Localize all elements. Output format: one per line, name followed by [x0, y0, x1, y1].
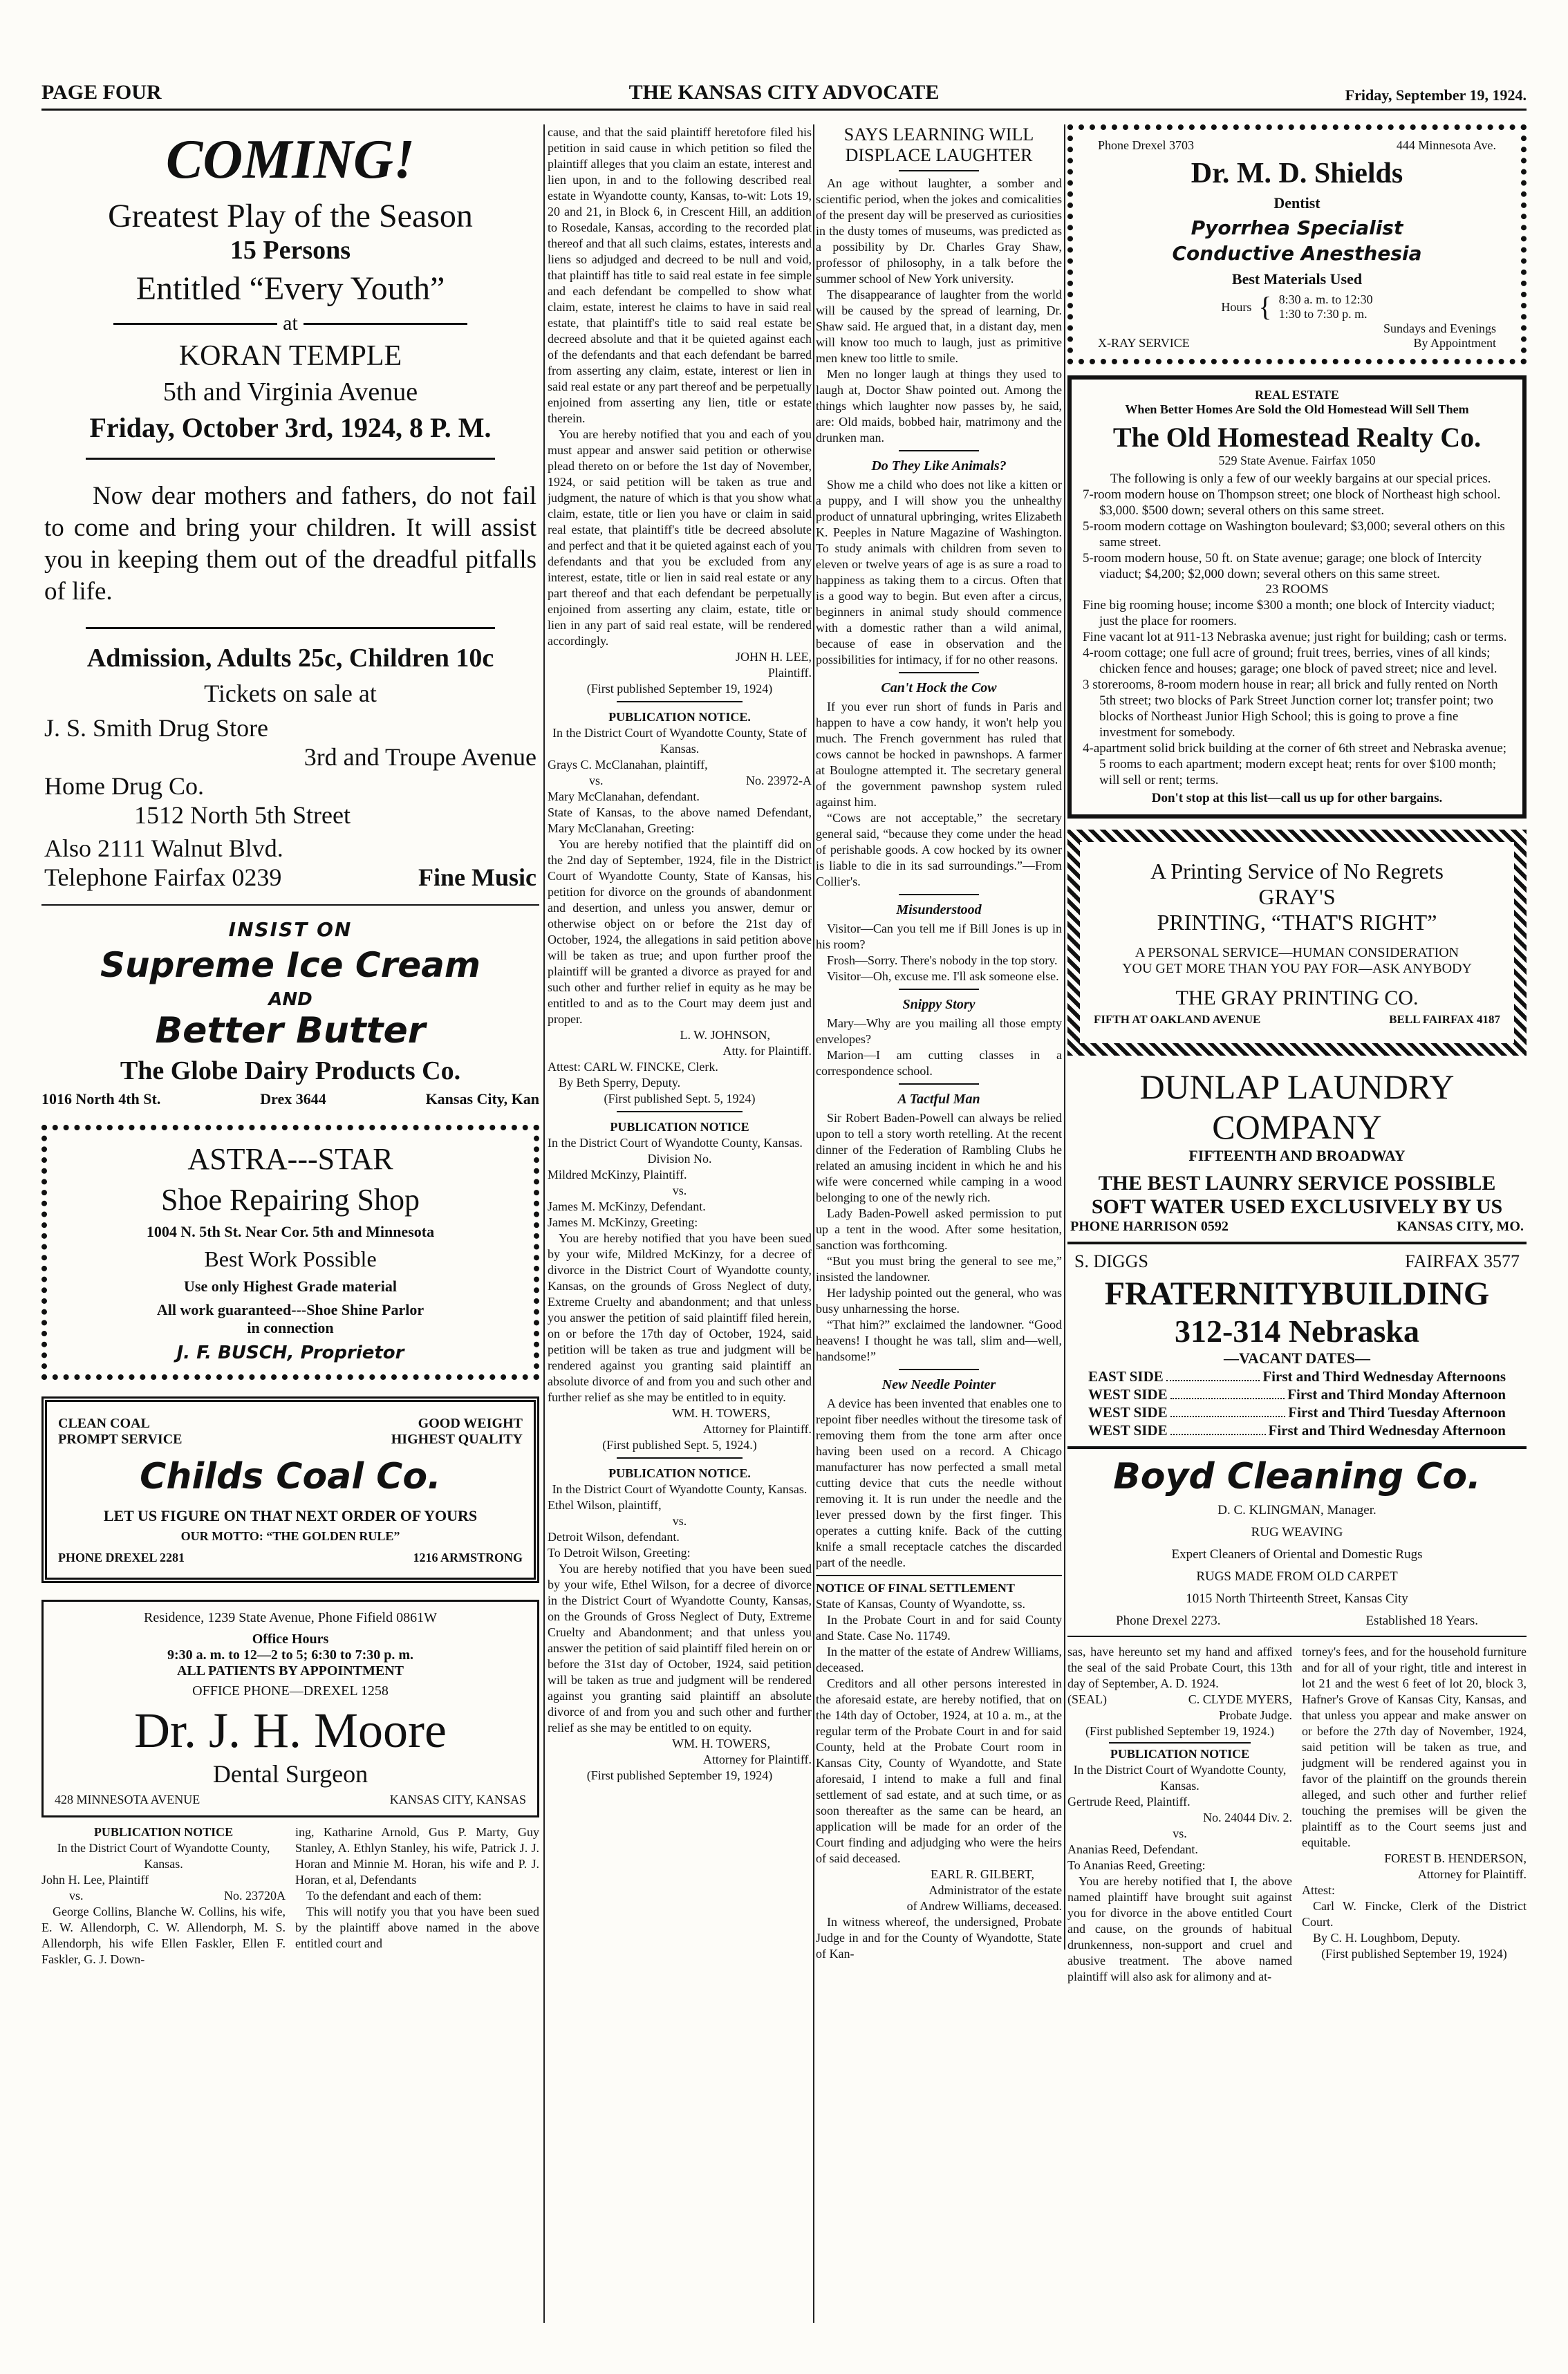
- dunlap-laundry-ad: [1067, 1067, 1527, 1235]
- astra-l4: in connection: [247, 1319, 334, 1336]
- globe-l5: The Globe Dairy Products Co.: [120, 1056, 461, 1085]
- mckinzy-court: In the District Court of Wyandotte County, Kansas.: [548, 1136, 803, 1150]
- moore-appt: ALL PATIENTS BY APPOINTMENT: [176, 1663, 404, 1679]
- cow-p1: If you ever run short of funds in Paris and happen to have a cow handy, it won't help you much. The French government has ruled that cows cannot be hocked in pawnshops. A farmer at Boulogne attempted it. The secretary general of the government pawnshop system ruled against him.: [816, 700, 1062, 809]
- moore-res: Residence, 1239 State Avenue, Phone Fifield 0861W: [144, 1610, 437, 1625]
- animals-p1: Show me a child who does not like a kitten or a puppy, and I will show you the unhealthy product of unnatural upbringing, writes Elizabeth K. Peeples in Nature Magazine of Washington. To study animals with children from seven to eleven or twelve years of age is as sure a road to happiness as taking them to a circus. Often that is a good way to begin. But even after a circus, beginners in animal study should commence with a domestic rather than a wild animal, because of ease in observation and the possibilities for intimacy, if for no other reasons.: [816, 478, 1062, 666]
- reed-body: You are hereby notified that I, the above named plaintiff have brought suit against you for divorce in the above entitled Court and cause, on the grounds of habitual drunkenness, non-support and cruel and abusive treatment. The above named plaintiff will also ask for alimony and at-: [1067, 1874, 1292, 1983]
- old-homestead-realty-ad: [1067, 375, 1527, 819]
- laughter-p3: Men no longer laugh at things they used to laugh at, Doctor Shaw pointed out. Among the things which laughter now passes by, he said, are: Old maids, bobbed hair, matrimony and the drunken man.: [816, 367, 1062, 445]
- laughter-p1: An age without laughter, a somber and scientific period, when the jokes and comicalities of the present day will be preserved as curiosities in the dusty tomes of museums, was predicted as a possibility by Dr. Charles Gray Shaw, professor of philosophy, in a talk before the summer school of New York university.: [816, 176, 1062, 286]
- settlement-role1: Administrator of the estate: [928, 1883, 1062, 1897]
- shields-spec2: Conductive Anesthesia: [1172, 242, 1422, 265]
- homestead-item: 4-room cottage; one full acre of ground; fruit trees, berries, vines of all kinds; chicken fence and houses; garage; one block of paved street; nice and level.: [1083, 646, 1497, 676]
- homestead-item: 3 storerooms, 8-room modern house in rear; all brick and fully rented on North 5th street; two blocks of Park Street Junction corner lot; transfer point; two blocks of Northeast Junior High School; this is going to prove a fine investment for somebody.: [1083, 677, 1498, 740]
- coming-address: 5th and Virginia Avenue: [162, 377, 418, 406]
- reed-plaintiff: Gertrude Reed, Plaintiff.: [1067, 1795, 1191, 1808]
- wilson-plaintiff: Ethel Wilson, plaintiff,: [548, 1498, 662, 1512]
- frat-vacant: —VACANT DATES—: [1223, 1349, 1371, 1367]
- moore-addr: 428 MINNESOTA AVENUE: [55, 1793, 200, 1806]
- dunlap-l3: FIFTEENTH AND BROADWAY: [1188, 1147, 1406, 1164]
- dunlap-l5: SOFT WATER USED EXCLUSIVELY BY US: [1091, 1195, 1503, 1218]
- reed-vs: vs.: [1173, 1826, 1187, 1840]
- dunlap-l2: COMPANY: [1212, 1107, 1382, 1146]
- mckinzy-head: PUBLICATION NOTICE: [610, 1120, 749, 1134]
- coming-store1-addr: 3rd and Troupe Avenue: [304, 743, 536, 771]
- tactful-p4: Her ladyship pointed out the general, who was busy unharnessing the horse.: [816, 1286, 1062, 1316]
- mcclanahan-body: You are hereby notified that the plaintiff did on the 2nd day of September, 1924, file in the District Court of Wyandotte County, State of Kansas, his petition for divorce on the grounds of abandonment and desertion, and unless you answer, demur or otherwise object on or before the 21st day of October, 1924, the allegations in said petition above will be taken as true; and upon further proof the plaintiff will be granted a divorce as prayed for and such other and further relief in equity as he may be entitled to and as to the Court may deem just and proper.: [548, 837, 812, 1026]
- boyd-rugs: RUGS MADE FROM OLD CARPET: [1196, 1569, 1398, 1584]
- column-rule: [1064, 124, 1065, 1950]
- boyd-est: Established 18 Years.: [1365, 1614, 1478, 1628]
- boyd-phone: Phone Drexel 2273.: [1116, 1614, 1221, 1628]
- boyd-name: Boyd Cleaning Co.: [1113, 1456, 1481, 1497]
- wilson-greet: To Detroit Wilson, Greeting:: [548, 1546, 691, 1560]
- mcclanahan-role: Atty. for Plaintiff.: [722, 1044, 812, 1058]
- globe-dairy-ad: [41, 918, 539, 1108]
- column-1: [41, 124, 539, 1968]
- collins-publication-notice: [41, 1824, 539, 1968]
- globe-l1: INSIST ON: [228, 918, 353, 941]
- mckinzy-vs: vs.: [672, 1184, 687, 1197]
- wilson-court: In the District Court of Wyandotte County, Kansas.: [552, 1482, 808, 1496]
- misunderstood-headline: Misunderstood: [896, 902, 982, 917]
- settlement-head: NOTICE OF FINAL SETTLEMENT: [816, 1581, 1015, 1595]
- shields-appt: By Appointment: [1413, 336, 1496, 350]
- settlement-sign: EARL R. GILBERT,: [931, 1867, 1034, 1881]
- lee-sign: JOHN H. LEE,: [736, 650, 812, 664]
- mckinzy-body: You are hereby notified that you have been sued by your wife, Mildred McKinzy, for a decree of divorce in the District Court of Wyandotte county, Kansas, on the grounds of Gross Neglect of duty, Extreme Cruelty and abandonment; and that unless you answer the petition of said plaintiff filed herein, on or before the 17th day of October, 1924, said petition will be taken as true and judgment will be rendered against you granting said plaintiff an absolute divorce of and from you and such other and further relief as she may be entitled to in equity.: [548, 1231, 812, 1404]
- astra-prop: J. F. BUSCH, Proprietor: [176, 1343, 404, 1363]
- frat-row-side: WEST SIDE: [1088, 1422, 1168, 1439]
- collins-vs: vs.: [69, 1889, 84, 1903]
- settlement-state: State of Kansas, County of Wyandotte, ss.: [816, 1597, 1026, 1611]
- globe-phone: Drex 3644: [260, 1090, 326, 1107]
- settlement-cont: sas, have hereunto set my hand and affixed the seal of the said Probate Court, this 13th day of September, A. D. 1924.: [1067, 1645, 1292, 1690]
- snippy-p1: Mary—Why are you mailing all those empty envelopes?: [816, 1016, 1062, 1046]
- coming-also: Also 2111 Walnut Blvd.: [44, 834, 283, 862]
- lee-pub: (First published September 19, 1924): [586, 682, 773, 695]
- mckinzy-greet: James M. McKinzy, Greeting:: [548, 1215, 698, 1229]
- homestead-item: Fine big rooming house; income $300 a month; one block of Intercity viaduct; just the place for roomers.: [1083, 598, 1495, 628]
- collins-defendants-a: George Collins, Blanche W. Collins, his wife, E. W. Allendorph, C. W. Allendorph, M. S. Allendorph, his wife Ellen Faskler, Ellen F. Faskler, G. J. Down-: [41, 1905, 286, 1966]
- shields-xray: X-RAY SERVICE: [1098, 336, 1190, 350]
- gray-addr: FIFTH AT OAKLAND AVENUE: [1094, 1013, 1261, 1026]
- astra-l3: All work guaranteed---Shoe Shine Parlor: [156, 1301, 424, 1318]
- settlement-witness: In witness whereof, the undersigned, Probate Judge in and for the County of Wyandotte, State of Kan-: [816, 1915, 1062, 1961]
- masthead: [41, 76, 1527, 111]
- boyd-addr: 1015 North Thirteenth Street, Kansas City: [1186, 1591, 1408, 1606]
- childs-motto: OUR MOTTO: “THE GOLDEN RULE”: [180, 1529, 400, 1543]
- settlement-court: In the Probate Court in and for said County and State. Case No. 11749.: [816, 1613, 1062, 1643]
- moore-hours: 9:30 a. m. to 12—2 to 5; 6:30 to 7:30 p. m.: [167, 1647, 414, 1663]
- globe-l3: AND: [268, 989, 312, 1010]
- column-3: [816, 124, 1062, 1962]
- reed-cont: torney's fees, and for the household furniture and for all of your right, title and interest in lot 21 and the west 6 feet of lot 20, block 3, Hafner's Grove of Kansas City, Kansas, and that unless you appear and make answer on or before the 27th day of November, 1924, said petition will be taken as true, and judgment will be rendered against you in favor of the plaintiff on the grounds therein alleged, and such other and further relief touching the premises will be given the plaintiff as to the Court seems just and equitable.: [1302, 1645, 1527, 1849]
- reed-continued: [1302, 1644, 1527, 1985]
- homestead-name: The Old Homestead Realty Co.: [1112, 422, 1482, 453]
- shields-materials: Best Materials Used: [1231, 270, 1363, 288]
- wilson-def: Detroit Wilson, defendant.: [548, 1530, 680, 1544]
- mckinzy-pub: (First published Sept. 5, 1924.): [602, 1438, 757, 1452]
- reed-clerk: Carl W. Fincke, Clerk of the District Court.: [1302, 1899, 1527, 1929]
- coming-play-ad: [41, 129, 539, 892]
- frat-row: [1088, 1367, 1506, 1385]
- homestead-item: 5-room modern cottage on Washington boulevard; $3,000; several others on this same street.: [1083, 519, 1505, 550]
- wilson-sign: WM. H. TOWERS,: [672, 1737, 770, 1750]
- tactful-p2: Lady Baden-Powell asked permission to put up a tent in the wood. After some hesitation, sanction was forthcoming.: [816, 1206, 1062, 1252]
- coming-when: Friday, October 3rd, 1924, 8 P. M.: [89, 412, 492, 443]
- shields-phone: Phone Drexel 3703: [1098, 138, 1194, 152]
- reed-head: PUBLICATION NOTICE: [1110, 1747, 1250, 1761]
- mckinzy-div: Division No.: [647, 1152, 712, 1166]
- coming-store2: Home Drug Co.: [44, 772, 204, 800]
- homestead-item: 7-room modern house on Thompson street; one block of Northeast high school. $3,000. $500 down; several others on this same street.: [1083, 487, 1501, 518]
- column-rule: [813, 124, 814, 2323]
- reed-pub: (First published September 19, 1924): [1321, 1947, 1507, 1961]
- childs-mr: HIGHEST QUALITY: [391, 1432, 523, 1447]
- shields-title: Dentist: [1273, 194, 1320, 212]
- frat-addr: 312-314 Nebraska: [1175, 1314, 1419, 1349]
- mcclanahan-deputy: By Beth Sperry, Deputy.: [559, 1076, 681, 1090]
- homestead-re: REAL ESTATE: [1255, 388, 1339, 402]
- snippy-p2: Marion—I am cutting classes in a correspondence school.: [816, 1048, 1062, 1078]
- issue-date: Friday, September 19, 1924.: [1345, 86, 1527, 104]
- collins-head: PUBLICATION NOTICE: [93, 1825, 234, 1839]
- gray-name: THE GRAY PRINTING CO.: [1175, 987, 1419, 1009]
- frat-row-when: First and Third Wednesday Afternoons: [1262, 1368, 1506, 1385]
- coming-line1: Greatest Play of the Season: [108, 198, 473, 234]
- laughter-p2: The disappearance of laughter from the world will be caused by the spread of learning, Dr. Shaw said. He argued that, in a distant day, men will know too much to laugh, just as primitive men knew too little to smile.: [816, 288, 1062, 365]
- gray-l2: GRAY'S: [1258, 884, 1336, 909]
- gray-l1: A Printing Service of No Regrets: [1150, 859, 1444, 884]
- coming-store1: J. S. Smith Drug Store: [44, 714, 269, 742]
- collins-court: In the District Court of Wyandotte County, Kansas.: [57, 1841, 270, 1871]
- moore-title: Dental Surgeon: [212, 1760, 368, 1788]
- wilson-vs: vs.: [672, 1514, 687, 1528]
- gray-printing-ad: [1067, 830, 1527, 1056]
- wilson-head: PUBLICATION NOTICE.: [608, 1466, 751, 1480]
- settlement-continued: [1067, 1644, 1292, 1985]
- gray-l5: YOU GET MORE THAN YOU PAY FOR—ASK ANYBODY: [1122, 961, 1472, 976]
- homestead-item: 4-apartment solid brick building at the corner of 6th street and Nebraska avenue; 5 rooms to each apartment; modern except heat; rents for over $100 month; will sell or rent; terms.: [1083, 741, 1507, 787]
- reed-greet: To Ananias Reed, Greeting:: [1067, 1858, 1206, 1872]
- mcclanahan-vs: vs.: [589, 774, 604, 787]
- misunderstood-p2: Frosh—Sorry. There's nobody in the top story.: [827, 953, 1058, 967]
- column-4: [1067, 124, 1527, 1985]
- frat-tr: FAIRFAX 3577: [1405, 1251, 1520, 1271]
- boyd-expert: Expert Cleaners of Oriental and Domestic Rugs: [1171, 1547, 1423, 1562]
- shields-spec1: Pyorrhea Specialist: [1191, 216, 1403, 239]
- misunderstood-p1: Visitor—Can you tell me if Bill Jones is up in his room?: [816, 922, 1062, 951]
- collins-plaintiff: John H. Lee, Plaintiff: [41, 1873, 149, 1887]
- wilson-pub: (First published September 19, 1924): [586, 1768, 773, 1782]
- boyd-mgr: D. C. KLINGMAN, Manager.: [1217, 1503, 1376, 1517]
- needle-headline: New Needle Pointer: [881, 1377, 996, 1392]
- moore-phone: OFFICE PHONE—DREXEL 1258: [192, 1683, 389, 1699]
- childs-tl: CLEAN COAL: [58, 1416, 150, 1431]
- dr-moore-ad: [41, 1600, 539, 1817]
- settlement-seal: (SEAL): [1067, 1692, 1107, 1706]
- moore-city: KANSAS CITY, KANSAS: [389, 1793, 526, 1806]
- coming-at: at: [283, 312, 298, 335]
- gray-l4: A PERSONAL SERVICE—HUMAN CONSIDERATION: [1135, 945, 1459, 960]
- shields-name: Dr. M. D. Shields: [1191, 158, 1403, 189]
- astra-type: Shoe Repairing Shop: [161, 1183, 420, 1217]
- coming-line2: 15 Persons: [230, 236, 351, 265]
- lee-body: cause, and that the said plaintiff heretofore filed his petition in said cause in which petition so filed the plaintiff alleges that you claim an estate, interest and lien upon, in and to the following described real estate in Wyandotte county, Kansas, to-wit: Lots 19, 20 and 21, in Block 6, in Crescent Hill, an addition to Rosedale, Kansas, according to the recorded plat thereof and that all such claims, estates, interests and liens so adjudged and decreed to be null and void, that plaintiff has title to said real estate in fee simple and each defendant be compelled to show what claim, estate, interest he claims to have in said real estate, that plaintiff's title to said real estate be decreed absolute and that it be quieted against each of the defendants and that each defendant be barred from asserting any claim, estate, interest or lien in said real estate or any part thereof and be perpetually enjoined from asserting any lien, title or estate therein.: [548, 125, 812, 425]
- mckinzy-plaintiff: Mildred McKinzy, Plaintiff.: [548, 1168, 687, 1181]
- coming-line3: Entitled “Every Youth”: [136, 270, 445, 307]
- childs-phone: PHONE DREXEL 2281: [58, 1551, 185, 1564]
- childs-name: Childs Coal Co.: [140, 1456, 441, 1497]
- mcclanahan-sign: L. W. JOHNSON,: [680, 1028, 770, 1042]
- frat-vacant-dates: [1074, 1367, 1520, 1439]
- cow-headline: Can't Hock the Cow: [881, 680, 997, 695]
- childs-ml: PROMPT SERVICE: [58, 1432, 183, 1447]
- homestead-stop: Don't stop at this list—call us up for other bargains.: [1151, 791, 1443, 805]
- cow-p2: “Cows are not acceptable,” the secretary general said, “because they come under the head of perishable goods. A cow hocked by its owner is liable to die in its sad surroundings.”—From Collier's.: [816, 811, 1062, 888]
- collins-body: This will notify you that you have been sued by the plaintiff above named in the above entitled court and: [295, 1905, 539, 1950]
- shields-hours2: 1:30 to 7:30 p. m.: [1278, 307, 1368, 321]
- astra-addr: 1004 N. 5th St. Near Cor. 5th and Minnesota: [146, 1223, 435, 1240]
- tactful-headline: A Tactful Man: [897, 1092, 980, 1107]
- settlement-pub: (First published September 19, 1924.): [1085, 1724, 1274, 1738]
- frat-row: [1088, 1385, 1506, 1403]
- newspaper-page: [41, 55, 1527, 2333]
- astra-name: ASTRA---STAR: [187, 1142, 393, 1176]
- coming-phone: Telephone Fairfax 0239: [44, 863, 282, 891]
- wilson-role: Attorney for Plaintiff.: [702, 1753, 812, 1766]
- childs-tr: GOOD WEIGHT: [418, 1416, 523, 1431]
- settlement-body: Creditors and all other persons interested in the aforesaid estate, are hereby notified, that on the 14th day of October, 1924, at 10 a. m., at the regular term of the Probate Court in and for said County, held at the Probate Court room in Kansas City, County of Wyandotte, and State aforesaid, I intend to make a full and final settlement of sad estate, and at such time, or as soon thereafter as the same can be heard, an application will be made for an order of the Court finding and adjudging who were the heirs of said deceased.: [816, 1676, 1062, 1865]
- reed-no: No. 24044 Div. 2.: [1203, 1811, 1292, 1824]
- globe-l2: Supreme Ice Cream: [100, 945, 481, 985]
- frat-row-when: First and Third Tuesday Afternoon: [1288, 1404, 1506, 1421]
- page-number: PAGE FOUR: [41, 81, 162, 104]
- column-rule: [543, 124, 545, 2323]
- globe-city: Kansas City, Kan: [425, 1090, 539, 1107]
- dunlap-l4: THE BEST LAUNRY SERVICE POSSIBLE: [1098, 1172, 1496, 1195]
- astra-l1: Best Work Possible: [204, 1246, 377, 1271]
- coming-music: Fine Music: [418, 863, 536, 891]
- reed-deputy: By C. H. Loughbom, Deputy.: [1313, 1931, 1460, 1945]
- gray-phone: BELL FAIRFAX 4187: [1389, 1013, 1500, 1026]
- coming-store2-addr: 1512 North 5th Street: [134, 801, 351, 829]
- settlement-role2: of Andrew Williams, deceased.: [906, 1899, 1062, 1913]
- fraternity-building-ad: [1067, 1251, 1527, 1439]
- frat-row: [1088, 1403, 1506, 1421]
- shields-addr: 444 Minnesota Ave.: [1396, 138, 1496, 152]
- dr-shields-ad: Phone Drexel 3703 444 Minnesota Ave. Dr. M. D. Shields Dentist Pyorrhea Specialist Conductive Anesthesia Best Materials Used Hours { 8:30 a. m. to 12:30 1:30 to 7:30 p. m. Sundays and Evenings X-RAY SERVICE By Appointment: [1067, 124, 1527, 364]
- wilson-body: You are hereby notified that you have been sued by your wife, Ethel Wilson, for a decree of divorce in the District Court of Wyandotte County, Kansas, on the Grounds of Gross Neglect of Duty, Extreme Cruelty and Abandonment; and that unless you answer the petition of said plaintiff filed herein on or before the 31st day of October, 1924, said petition will be taken as true and judgment will be rendered against you granting said plaintiff an absolute divorce of and from you and such other and further relief as she may be entitled to on equity.: [548, 1562, 812, 1735]
- boyd-rug: RUG WEAVING: [1251, 1525, 1343, 1540]
- globe-addr: 1016 North 4th St.: [41, 1090, 161, 1107]
- mcclanahan-no: No. 23972-A: [746, 774, 812, 787]
- dunlap-phone: PHONE HARRISON 0592: [1070, 1219, 1229, 1234]
- gray-l3: PRINTING, “THAT'S RIGHT”: [1157, 910, 1437, 935]
- frat-row-when: First and Third Wednesday Afternoon: [1268, 1422, 1506, 1439]
- tactful-p1: Sir Robert Baden-Powell can always be relied upon to tell a story worth retelling. At the recent dinner of the Federation of Rambling Clubs he related an amusing incident in which he and his wife were concerned while camping in a wood belonging to one of the newly rich.: [816, 1111, 1062, 1204]
- astra-star-ad: [41, 1125, 539, 1380]
- mcclanahan-pub: (First published Sept. 5, 1924): [604, 1092, 756, 1105]
- reed-court: In the District Court of Wyandotte County, Kansas.: [1073, 1763, 1287, 1793]
- mckinzy-role: Attorney for Plaintiff.: [702, 1422, 812, 1436]
- shields-hours-label: Hours: [1221, 299, 1252, 314]
- coming-admission: Admission, Adults 25c, Children 10c: [86, 644, 494, 673]
- mckinzy-def: James M. McKinzy, Defendant.: [548, 1199, 706, 1213]
- homestead-tag: When Better Homes Are Sold the Old Homestead Will Sell Them: [1125, 402, 1469, 416]
- lee-role: Plaintiff.: [767, 666, 812, 680]
- dunlap-l1: DUNLAP LAUNDRY: [1139, 1067, 1455, 1106]
- laughter-headline: SAYS LEARNING WILL DISPLACE LAUGHTER: [843, 124, 1034, 165]
- shields-hours1: 8:30 a. m. to 12:30: [1278, 292, 1373, 306]
- reed-sign: FOREST B. HENDERSON,: [1384, 1851, 1527, 1865]
- reed-def: Ananias Reed, Defendant.: [1067, 1842, 1198, 1856]
- frat-row-when: First and Third Monday Afternoon: [1287, 1386, 1506, 1403]
- mcclanahan-head: PUBLICATION NOTICE.: [608, 710, 751, 724]
- moore-name: Dr. J. H. Moore: [134, 1703, 447, 1758]
- snippy-headline: Snippy Story: [902, 997, 976, 1012]
- frat-row-side: EAST SIDE: [1088, 1368, 1164, 1385]
- frat-name: FRATERNITYBUILDING: [1104, 1275, 1490, 1312]
- mcclanahan-parties: Grays C. McClanahan, plaintiff,: [548, 758, 708, 772]
- final-settlement-notice: [816, 1580, 1062, 1962]
- coming-headline: COMING!: [165, 129, 416, 190]
- boyd-cleaning-ad: [1067, 1456, 1527, 1629]
- paper-title: THE KANSAS CITY ADVOCATE: [628, 81, 940, 104]
- dunlap-city: KANSAS CITY, MO.: [1397, 1219, 1524, 1234]
- mcclanahan-court: In the District Court of Wyandotte County, State of Kansas.: [552, 726, 807, 756]
- shields-sundays: Sundays and Evenings: [1383, 321, 1496, 335]
- animals-headline: Do They Like Animals?: [871, 458, 1007, 474]
- tactful-p5: “That him?” exclaimed the landowner. “Good heavens! I thought he was tall, slim and—well, handsome!”: [816, 1318, 1062, 1363]
- settlement-matter: In the matter of the estate of Andrew Williams, deceased.: [816, 1645, 1062, 1674]
- coming-appeal: Now dear mothers and fathers, do not fail to come and bring your children. It will assist you in keeping them out of the dreadful pitfalls of life.: [44, 482, 536, 606]
- frat-row-side: WEST SIDE: [1088, 1386, 1168, 1403]
- mcclanahan-state: State of Kansas, to the above named Defendant, Mary McClanahan, Greeting:: [548, 805, 812, 835]
- frat-row-side: WEST SIDE: [1088, 1404, 1168, 1421]
- lee-body2: You are hereby notified that you and each of you must appear and answer said petition or otherwise plead thereto on or before the 1st day of November, 1924, or said petition will be taken as true and judgment, the nature of which is that you show what claim, estate, title or lien you have or claim in said real estate, that plaintiff's title be decreed absolute and perfect and that it be quieted against each of you defendants and that you be excluded from any interest, estate, title or lien in said real estate or any part thereof and that each defendant be perpetually enjoined from asserting any claim, estate, title or lien in any part of said real estate, will be rendered accordingly.: [548, 427, 812, 648]
- settlement-judge-role: Probate Judge.: [1219, 1708, 1292, 1722]
- reed-attest: Attest:: [1302, 1883, 1335, 1897]
- collins-to: To the defendant and each of them:: [306, 1889, 482, 1903]
- childs-addr: 1216 ARMSTRONG: [413, 1551, 523, 1564]
- coming-venue: KORAN TEMPLE: [178, 340, 402, 372]
- astra-l2: Use only Highest Grade material: [184, 1278, 397, 1295]
- moore-hours-title: Office Hours: [252, 1632, 329, 1647]
- mckinzy-sign: WM. H. TOWERS,: [672, 1406, 770, 1420]
- childs-coal-ad: [41, 1396, 539, 1583]
- settlement-judge: C. CLYDE MYERS,: [1188, 1692, 1292, 1706]
- tactful-p3: “But you must bring the general to see me,” insisted the landowner.: [816, 1254, 1062, 1284]
- frat-row: [1088, 1421, 1506, 1439]
- homestead-intro: The following is only a few of our weekly bargains at our special prices.: [1110, 471, 1491, 486]
- coming-tickets: Tickets on sale at: [204, 680, 377, 707]
- mcclanahan-def: Mary McClanahan, defendant.: [548, 789, 700, 803]
- needle-p1: A device has been invented that enables one to repoint fiber needles without the tiresome task of removing them from the tone arm after once having been used on a record. A Chicago manufacturer has now perfected a small metal cutting device that cuts the needle without removing it. It is run under the needle and the lever pressed down by the first finger. This operates a cutting knife. Back of the cutting knife a small receptacle catches the discarded part of the needle.: [816, 1396, 1062, 1569]
- collins-no: No. 23720A: [224, 1889, 286, 1903]
- mcclanahan-attest: Attest: CARL W. FINCKE, Clerk.: [548, 1060, 718, 1074]
- reed-role: Attorney for Plaintiff.: [1417, 1867, 1527, 1881]
- homestead-addr: 529 State Avenue. Fairfax 1050: [1218, 454, 1376, 467]
- globe-l4: Better Butter: [155, 1010, 426, 1052]
- frat-tl: S. DIGGS: [1074, 1251, 1148, 1271]
- childs-figure: LET US FIGURE ON THAT NEXT ORDER OF YOURS: [103, 1507, 478, 1524]
- homestead-item: Fine vacant lot at 911-13 Nebraska avenue; just right for building; cash or terms.: [1083, 630, 1507, 644]
- misunderstood-p3: Visitor—Oh, excuse me. I'll ask someone else.: [827, 969, 1059, 983]
- collins-defendants-b: ing, Katharine Arnold, Gus P. Marty, Guy Stanley, A. Ethlyn Stanley, his wife, Patrick J. J. Horan and Minnie M. Horan, his wife and P. J. Horan, et al, Defendants: [295, 1825, 539, 1887]
- homestead-item: 5-room modern house, 50 ft. on State avenue; garage; one block of Intercity viaduct; $4,200; $2,000 down; several others on this same street.: [1083, 551, 1482, 581]
- column-2: [548, 124, 812, 1784]
- homestead-rooms: 23 ROOMS: [1265, 582, 1329, 597]
